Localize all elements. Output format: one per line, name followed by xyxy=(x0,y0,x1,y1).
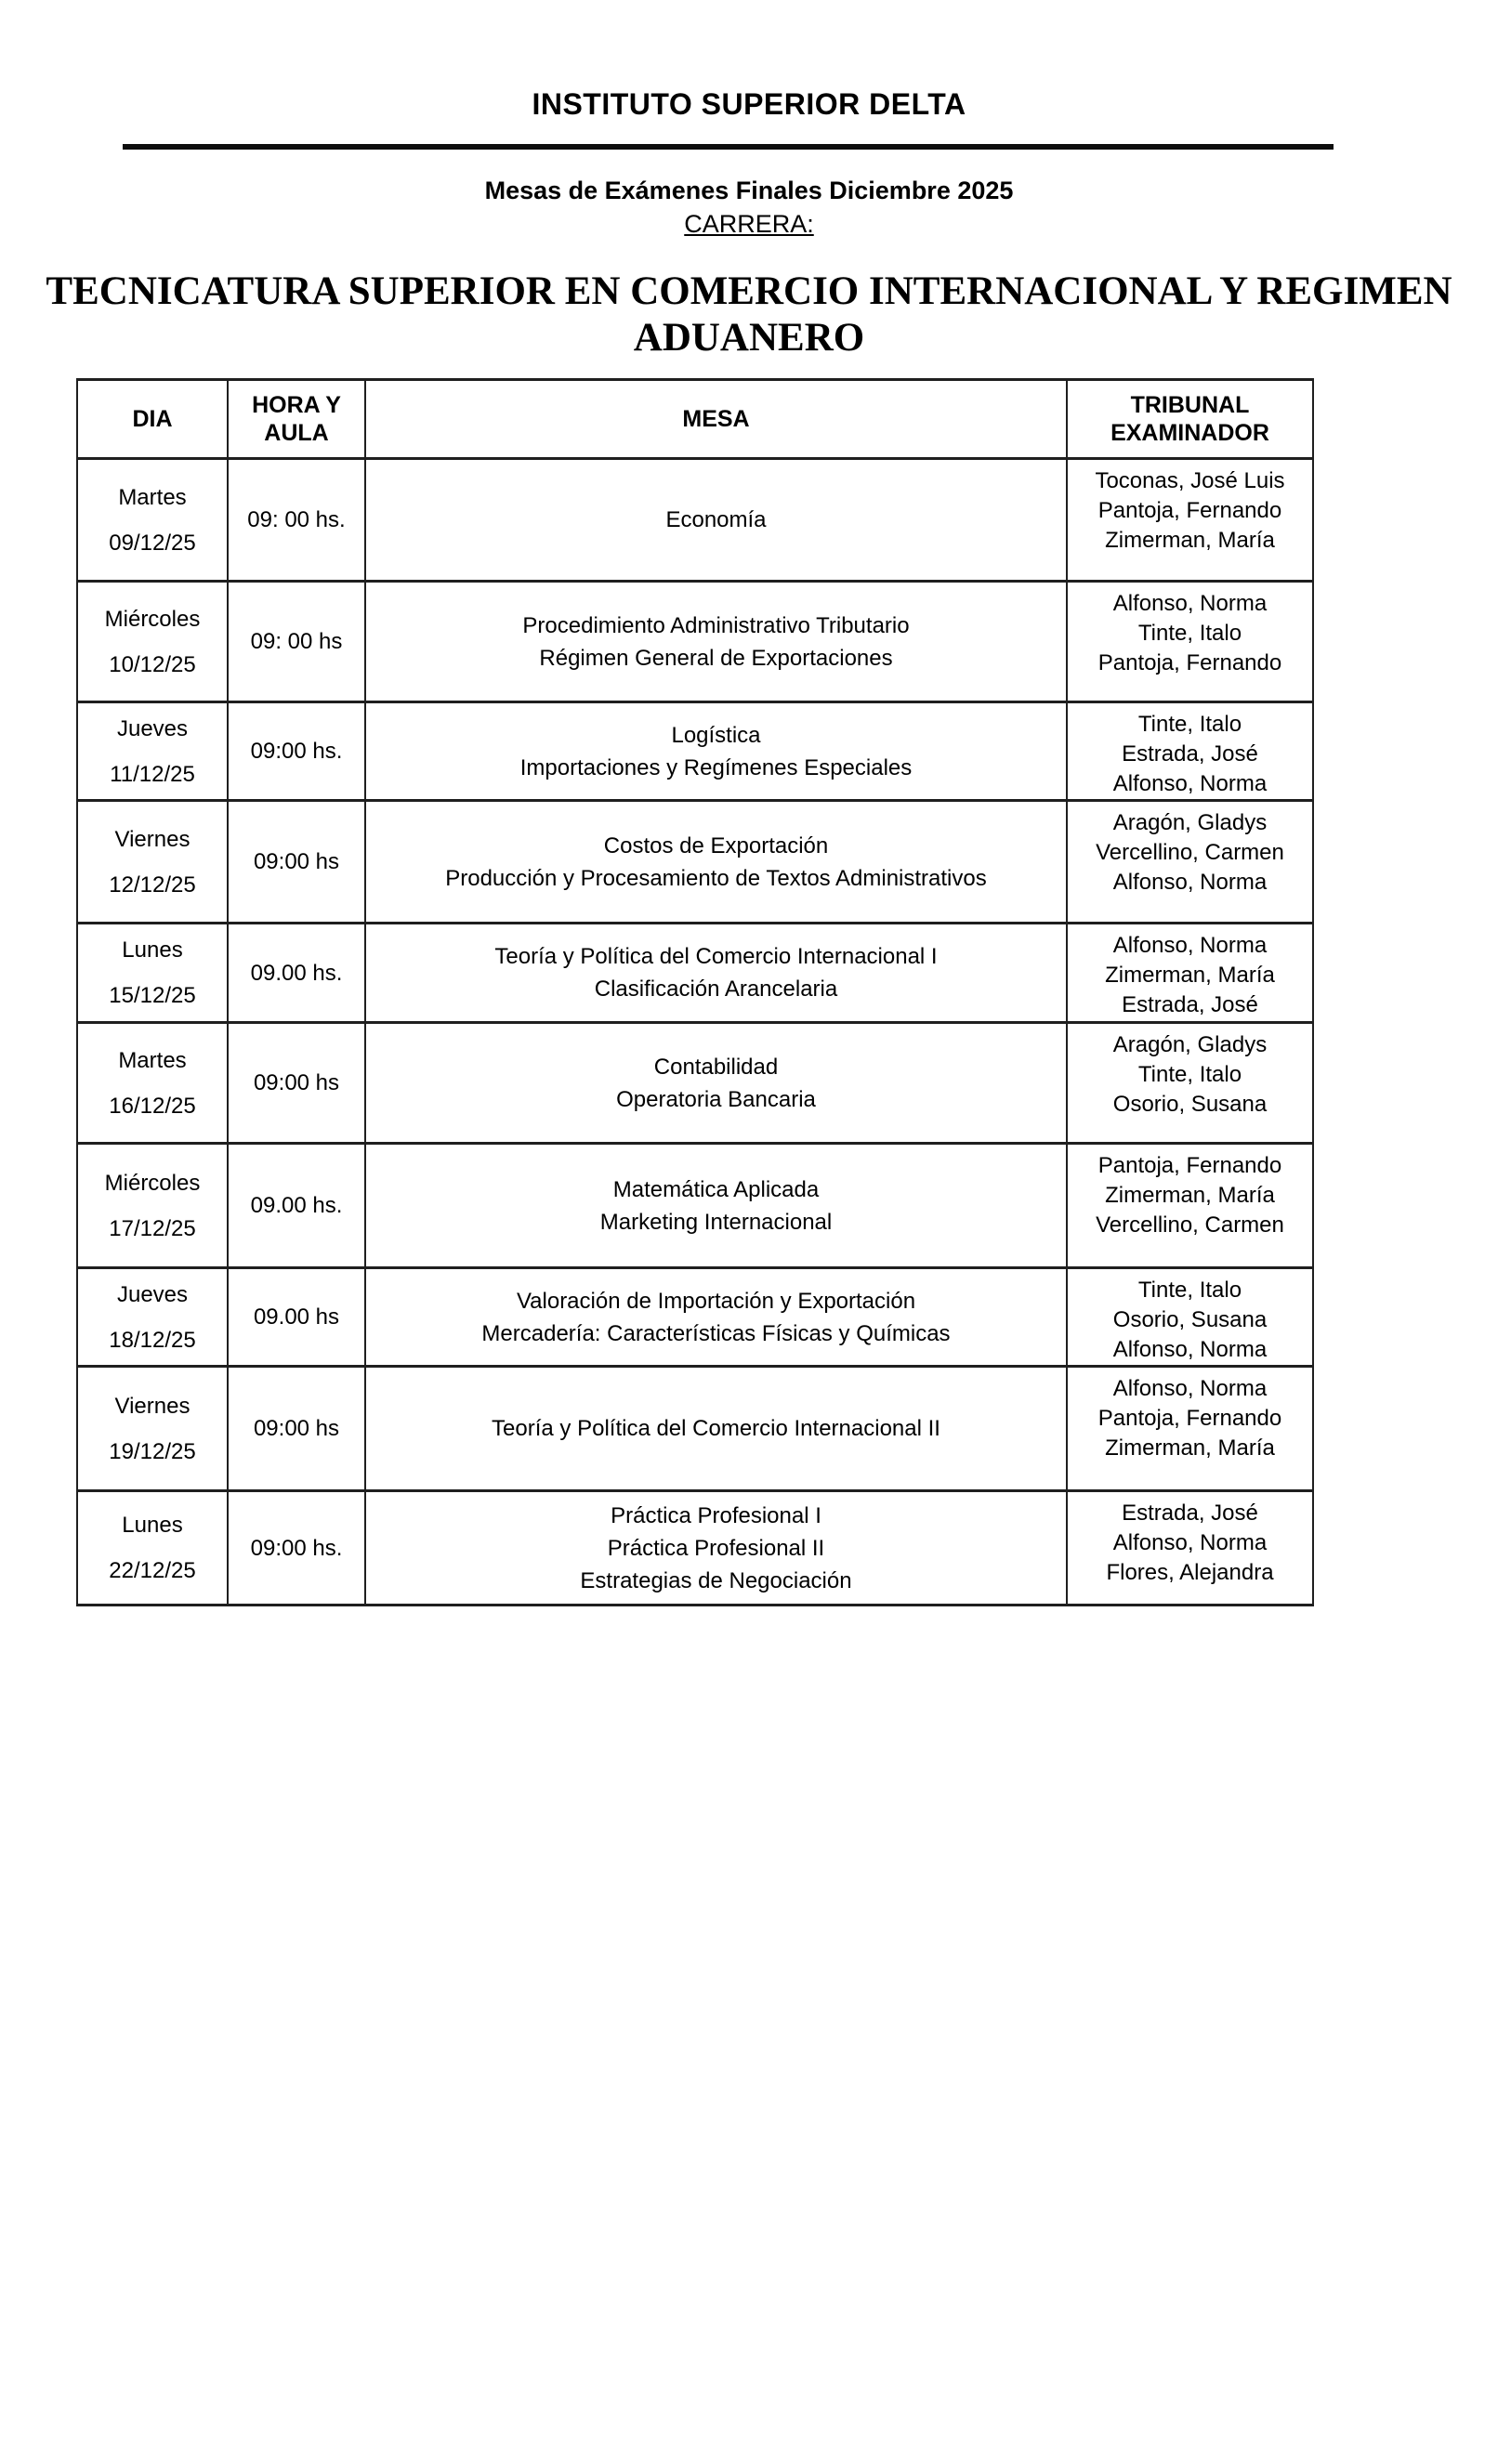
cell-hora: 09: 00 hs xyxy=(228,582,365,702)
tribunal-member: Alfonso, Norma xyxy=(1112,1376,1268,1401)
mesa-subject: Teoría y Política del Comercio Internacional I xyxy=(494,944,938,969)
cell-mesa xyxy=(365,582,1067,702)
dia-day: Lunes xyxy=(122,937,183,963)
mesa-subject: Teoría y Política del Comercio Internacional II xyxy=(492,1416,940,1441)
dia-day: Jueves xyxy=(116,715,189,741)
col-header-tribunal: TRIBUNAL EXAMINADOR xyxy=(1067,380,1313,459)
cell-dia xyxy=(77,582,228,702)
tribunal-member: Alfonso, Norma xyxy=(1112,591,1268,616)
tribunal-member: Osorio, Susana xyxy=(1112,1092,1268,1117)
mesa-subject: Costos de Exportación xyxy=(603,832,829,858)
dia-day: Miércoles xyxy=(104,606,201,632)
cell-tribunal xyxy=(1067,1268,1313,1367)
mesa-subject: Logística xyxy=(671,722,761,748)
cell-hora: 09.00 hs. xyxy=(228,924,365,1023)
tribunal-member: Toconas, José Luis xyxy=(1095,468,1285,493)
cell-dia xyxy=(77,1268,228,1367)
table-row xyxy=(77,702,1313,801)
tribunal-member: Alfonso, Norma xyxy=(1112,870,1268,895)
tribunal-member: Estrada, José xyxy=(1122,741,1258,767)
tribunal-member: Vercellino, Carmen xyxy=(1096,840,1284,865)
tribunal-member: Pantoja, Fernando xyxy=(1097,498,1282,523)
dia-date: 22/12/25 xyxy=(109,1558,196,1583)
cell-mesa xyxy=(365,1144,1067,1268)
cell-dia xyxy=(77,1491,228,1606)
carrera-label: CARRERA: xyxy=(684,210,814,238)
tribunal-member: Alfonso, Norma xyxy=(1112,1337,1268,1362)
cell-mesa xyxy=(365,1023,1067,1144)
header-rule xyxy=(123,144,1334,150)
dia-date: 16/12/25 xyxy=(109,1093,196,1119)
cell-mesa xyxy=(365,1268,1067,1367)
tribunal-member: Osorio, Susana xyxy=(1112,1307,1268,1332)
exam-schedule-table xyxy=(76,378,1314,1606)
cell-mesa xyxy=(365,459,1067,582)
dia-date: 18/12/25 xyxy=(109,1327,196,1353)
table-row xyxy=(77,1268,1313,1367)
cell-dia xyxy=(77,924,228,1023)
cell-tribunal xyxy=(1067,1144,1313,1268)
dia-day: Jueves xyxy=(116,1281,189,1307)
mesa-subject: Economía xyxy=(665,507,767,532)
dia-date: 19/12/25 xyxy=(109,1438,196,1464)
cell-hora: 09: 00 hs. xyxy=(228,459,365,582)
tribunal-member: Tinte, Italo xyxy=(1137,1278,1242,1303)
cell-dia xyxy=(77,702,228,801)
cell-mesa xyxy=(365,702,1067,801)
cell-dia xyxy=(77,1023,228,1144)
cell-mesa xyxy=(365,801,1067,924)
career-title xyxy=(0,269,1498,361)
tribunal-member: Pantoja, Fernando xyxy=(1097,650,1282,675)
cell-mesa xyxy=(365,1367,1067,1491)
tribunal-member: Zimerman, María xyxy=(1105,528,1275,553)
dia-date: 17/12/25 xyxy=(109,1215,196,1241)
tribunal-member: Tinte, Italo xyxy=(1137,712,1242,737)
mesa-subject: Operatoria Bancaria xyxy=(616,1086,816,1112)
dia-day: Martes xyxy=(118,484,187,510)
table-row xyxy=(77,459,1313,582)
cell-hora: 09:00 hs xyxy=(228,1367,365,1491)
mesa-subject: Matemática Aplicada xyxy=(612,1176,820,1202)
dia-day: Lunes xyxy=(122,1513,183,1538)
tribunal-member: Alfonso, Norma xyxy=(1112,771,1268,796)
dia-day: Viernes xyxy=(114,1393,191,1419)
cell-tribunal xyxy=(1067,1367,1313,1491)
tribunal-member: Zimerman, María xyxy=(1105,963,1275,988)
cell-mesa xyxy=(365,924,1067,1023)
dia-day: Miércoles xyxy=(104,1170,201,1196)
mesa-subject: Contabilidad xyxy=(653,1054,779,1080)
cell-tribunal xyxy=(1067,459,1313,582)
table-header-row xyxy=(77,380,1313,459)
mesa-subject: Clasificación Arancelaria xyxy=(594,976,838,1002)
cell-hora: 09:00 hs. xyxy=(228,1491,365,1606)
career-title-line: ADUANERO xyxy=(633,316,865,360)
tribunal-member: Pantoja, Fernando xyxy=(1097,1153,1282,1178)
cell-tribunal xyxy=(1067,582,1313,702)
table-row xyxy=(77,924,1313,1023)
mesa-subject: Procedimiento Administrativo Tributario xyxy=(522,612,910,638)
cell-hora: 09:00 hs xyxy=(228,801,365,924)
cell-hora: 09:00 hs xyxy=(228,1023,365,1144)
tribunal-member: Alfonso, Norma xyxy=(1112,1530,1268,1555)
tribunal-member: Estrada, José xyxy=(1122,1501,1258,1526)
cell-tribunal xyxy=(1067,1023,1313,1144)
tribunal-member: Tinte, Italo xyxy=(1137,1062,1242,1087)
mesa-subject: Mercadería: Características Físicas y Químicas xyxy=(481,1320,951,1346)
table-row xyxy=(77,582,1313,702)
tribunal-member: Aragón, Gladys xyxy=(1112,810,1268,835)
dia-day: Viernes xyxy=(114,826,191,852)
mesa-subject: Producción y Procesamiento de Textos Administrativos xyxy=(445,865,987,891)
cell-tribunal xyxy=(1067,924,1313,1023)
document-page xyxy=(0,85,1498,1606)
mesa-subject: Estrategias de Negociación xyxy=(580,1567,852,1593)
tribunal-member: Aragón, Gladys xyxy=(1112,1032,1268,1057)
tribunal-member: Alfonso, Norma xyxy=(1112,933,1268,958)
tribunal-member: Vercellino, Carmen xyxy=(1096,1212,1284,1238)
cell-mesa xyxy=(365,1491,1067,1606)
tribunal-member: Tinte, Italo xyxy=(1137,621,1242,646)
dia-date: 12/12/25 xyxy=(109,872,196,898)
exam-session-subtitle: Mesas de Exámenes Finales Diciembre 2025 xyxy=(484,177,1014,204)
institute-title: INSTITUTO SUPERIOR DELTA xyxy=(532,87,966,121)
col-header-mesa: MESA xyxy=(365,380,1067,459)
tribunal-member: Flores, Alejandra xyxy=(1106,1560,1274,1585)
cell-dia xyxy=(77,1144,228,1268)
cell-hora: 09.00 hs xyxy=(228,1268,365,1367)
cell-tribunal xyxy=(1067,801,1313,924)
dia-date: 11/12/25 xyxy=(110,761,195,787)
mesa-subject: Práctica Profesional I xyxy=(611,1502,821,1528)
mesa-subject: Régimen General de Exportaciones xyxy=(539,645,893,671)
table-row xyxy=(77,1023,1313,1144)
table-row xyxy=(77,1144,1313,1268)
cell-tribunal xyxy=(1067,1491,1313,1606)
col-header-hora-aula: HORA Y AULA xyxy=(228,380,365,459)
cell-dia xyxy=(77,801,228,924)
table-row xyxy=(77,1491,1313,1606)
cell-tribunal xyxy=(1067,702,1313,801)
table-row xyxy=(77,1367,1313,1491)
dia-day: Martes xyxy=(118,1047,187,1073)
tribunal-member: Zimerman, María xyxy=(1105,1435,1275,1461)
tribunal-member: Zimerman, María xyxy=(1105,1183,1275,1208)
dia-date: 09/12/25 xyxy=(109,530,196,556)
dia-date: 15/12/25 xyxy=(109,983,196,1008)
mesa-subject: Práctica Profesional II xyxy=(607,1535,825,1561)
cell-hora: 09.00 hs. xyxy=(228,1144,365,1268)
career-title-line: TECNICATURA SUPERIOR EN COMERCIO INTERNACIONAL Y REGIMEN xyxy=(46,269,1452,313)
mesa-subject: Valoración de Importación y Exportación xyxy=(516,1288,916,1314)
mesa-subject: Importaciones y Regímenes Especiales xyxy=(519,754,913,780)
cell-dia xyxy=(77,1367,228,1491)
col-header-dia: DIA xyxy=(77,380,228,459)
table-row xyxy=(77,801,1313,924)
tribunal-member: Estrada, José xyxy=(1122,992,1258,1017)
cell-hora: 09:00 hs. xyxy=(228,702,365,801)
mesa-subject: Marketing Internacional xyxy=(599,1209,833,1235)
tribunal-member: Pantoja, Fernando xyxy=(1097,1406,1282,1431)
cell-dia xyxy=(77,459,228,582)
dia-date: 10/12/25 xyxy=(109,651,196,677)
